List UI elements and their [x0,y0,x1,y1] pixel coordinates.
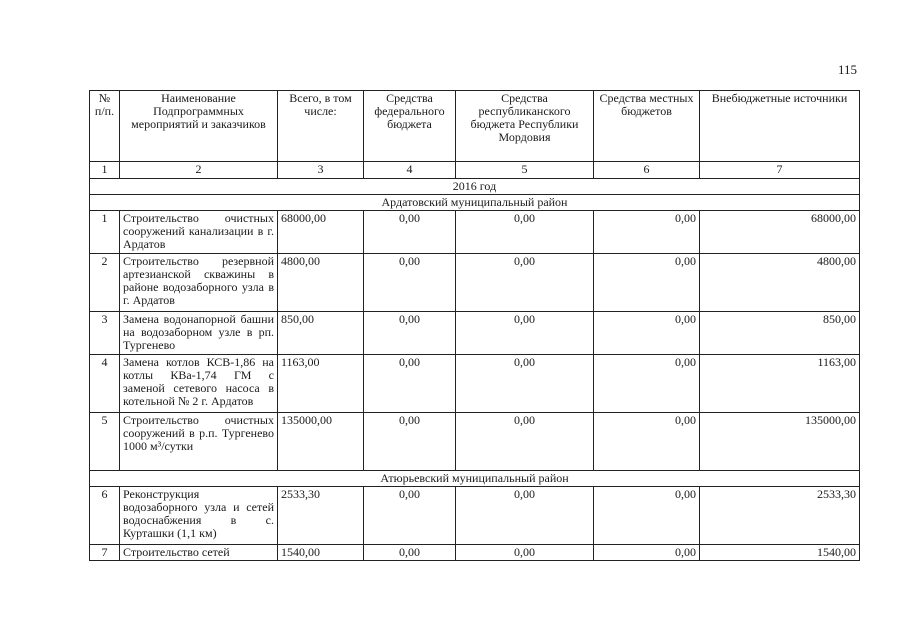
row-local: 0,00 [594,487,700,545]
section-row [90,471,860,487]
table-row [90,254,860,312]
table-row [90,312,860,355]
header-local: Средства местных бюджетов [594,91,700,162]
row-total: 4800,00 [278,254,364,312]
column-number: 1 [90,162,120,179]
row-extra: 2533,30 [700,487,860,545]
row-republic: 0,00 [456,355,594,413]
row-republic: 0,00 [456,211,594,254]
column-number: 5 [456,162,594,179]
row-extra: 4800,00 [700,254,860,312]
row-federal: 0,00 [364,254,456,312]
column-number-row [90,162,860,179]
row-name: Строительство очистных сооружений в р.п. Тургенево 1000 м³/сутки [120,413,278,471]
row-name: Замена котлов КСВ-1,86 на котлы КВа-1,74 ГМ с заменой сетевого насоса в котельной № 2 г. Ардатов [120,355,278,413]
year-row [90,179,860,195]
table-row [90,487,860,545]
row-extra: 1540,00 [700,545,860,561]
table-row [90,355,860,413]
header-republic: Средства республиканского бюджета Республики Мордовия [456,91,594,162]
row-local: 0,00 [594,211,700,254]
row-republic: 0,00 [456,545,594,561]
row-extra: 68000,00 [700,211,860,254]
row-total: 135000,00 [278,413,364,471]
row-federal: 0,00 [364,545,456,561]
row-extra: 850,00 [700,312,860,355]
row-federal: 0,00 [364,312,456,355]
row-total: 1163,00 [278,355,364,413]
table-row [90,545,860,561]
row-local: 0,00 [594,312,700,355]
row-extra: 135000,00 [700,413,860,471]
row-republic: 0,00 [456,254,594,312]
row-total: 850,00 [278,312,364,355]
page-number: 115 [837,62,857,77]
column-number: 3 [278,162,364,179]
row-federal: 0,00 [364,355,456,413]
row-local: 0,00 [594,254,700,312]
section-title: Атюрьевский муниципальный район [90,471,860,487]
row-number: 5 [90,413,120,471]
year-label: 2016 год [90,179,860,195]
table-row [90,413,860,471]
row-name: Строительство очистных сооружений канализации в г. Ардатов [120,211,278,254]
row-local: 0,00 [594,413,700,471]
header-federal: Средства федерального бюджета [364,91,456,162]
row-total: 1540,00 [278,545,364,561]
funding-table [89,90,860,561]
section-row [90,195,860,211]
header-extra: Внебюджетные источники [700,91,860,162]
row-federal: 0,00 [364,487,456,545]
row-number: 6 [90,487,120,545]
header-row [90,91,860,162]
row-total: 68000,00 [278,211,364,254]
row-local: 0,00 [594,545,700,561]
row-total: 2533,30 [278,487,364,545]
header-total: Всего, в том числе: [278,91,364,162]
row-federal: 0,00 [364,413,456,471]
row-republic: 0,00 [456,413,594,471]
header-number: № п/п. [90,91,120,162]
row-number: 2 [90,254,120,312]
row-number: 3 [90,312,120,355]
column-number: 4 [364,162,456,179]
row-federal: 0,00 [364,211,456,254]
row-name: Реконструкция водозаборного узла и сетей водоснабжения в с. Курташки (1,1 км) [120,487,278,545]
column-number: 6 [594,162,700,179]
row-number: 7 [90,545,120,561]
row-name: Строительство резервной артезианской скважины в районе водозаборного узла в г. Ардатов [120,254,278,312]
row-local: 0,00 [594,355,700,413]
row-extra: 1163,00 [700,355,860,413]
row-republic: 0,00 [456,312,594,355]
header-name: Наименование Подпрограммных мероприятий и заказчиков [120,91,278,162]
row-republic: 0,00 [456,487,594,545]
section-title: Ардатовский муниципальный район [90,195,860,211]
column-number: 2 [120,162,278,179]
table-row [90,211,860,254]
row-name: Строительство сетей [120,545,278,561]
column-number: 7 [700,162,860,179]
row-number: 4 [90,355,120,413]
row-name: Замена водонапорной башни на водозаборном узле в рп. Тургенево [120,312,278,355]
row-number: 1 [90,211,120,254]
